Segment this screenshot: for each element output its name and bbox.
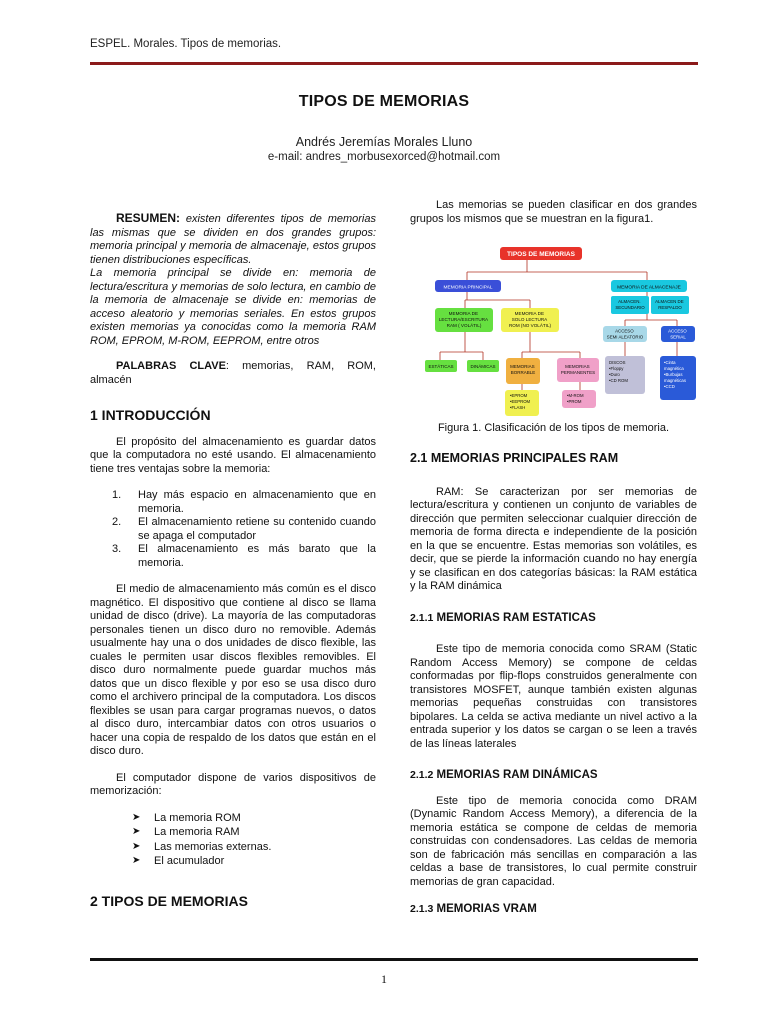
section-2-heading: 2 TIPOS DE MEMORIAS bbox=[90, 892, 248, 909]
section-2-1-1-heading bbox=[410, 612, 697, 626]
paper-title: TIPOS DE MEMORIAS bbox=[298, 93, 470, 110]
intro-paragraph-2: El medio de almacenamiento más común es el disco magnético. El dispositivo que contiene al disco se llama unidad de disco (drive). La mayoría de las computadoras personales tienen un disco duro no removible. Además usualmente hay una o dos unidades de disco flexible, las cuales le permiten usar discos flexibles removibles. El disco duro normalmente puede guardar muchos más datos que un disco flexible y por eso se usa disco duro como el archivero principal de la computadora. Los discos flexibles se usan para cargar programas nuevos, o datos al disco duro, intercambiar datos con otros usuarios o hacer una copia de respaldo de los datos que están en el disco duro. bbox=[90, 583, 376, 757]
intro-paragraph-3: El computador dispone de varios dispositivos de memorización: bbox=[90, 771, 376, 797]
diagram-text-cinta: •Cinta magnética •Burbujas magnéticas •CCD bbox=[664, 360, 686, 389]
intro-paragraph-1: El propósito del almacenamiento es guardar datos que la computadora no esté usando. El almacenamiento tiene tres ventajas sobre la memoria: bbox=[90, 435, 376, 475]
abstract-text-2: La memoria principal se divide en: memoria de lectura/escritura y memorias de solo lectura, en cambio de la memoria de almacenaje se divide en: memorias de acceso aleatorio y memorias seriales. En estos grupos existen memorias ya conocidas como la memoria RAM ROM, EPROM, M-ROM, EEPROM, entre otros bbox=[90, 267, 376, 347]
heading-number: 2.1.2 bbox=[410, 769, 434, 781]
abstract bbox=[90, 212, 376, 267]
diagram-text-acc-serial: ACCESO SERIAL bbox=[668, 328, 687, 340]
diagram-text-alm-resp: ALMACEN DE RESPALDO bbox=[655, 299, 684, 310]
list-text: La memoria RAM bbox=[154, 826, 240, 838]
memory-classification-diagram bbox=[425, 242, 700, 417]
abstract-text-1: existen diferentes tipos de memorias las mismas que se dividen en dos grandes grupos: memoria principal y memoria de almacenaje, estos grupos tienen distribuciones específicas. bbox=[90, 213, 376, 266]
diagram-label-almacenaje: MEMORIA DE ALMACENAJE bbox=[617, 285, 681, 291]
heading-text: MEMORIAS RAM DINÁMICAS bbox=[433, 769, 598, 781]
heading-text: MEMORIAS RAM ESTATICAS bbox=[433, 611, 596, 624]
dram-paragraph: Este tipo de memoria conocida como DRAM (Dynamic Random Access Memory), a diferencia de la memoria estática se compone de celdas de memoria construidas con condensadores. Las celdas de memoria son de fabricación más sencillas en comparación a las celdas a base de transistores, lo cual permite construir memorias de gran capacidad. bbox=[410, 794, 697, 888]
list-text: El acumulador bbox=[154, 855, 225, 867]
ram-paragraph: RAM: Se caracterizan por ser memorias de lectura/escritura y contienen un conjunto de variables de dirección que permiten seleccionar cualquier dirección de memoria de forma directa e independiente de la posición en la que se encuentre. Estas memorias son volátiles, es decir, que se pierde la información cuando no hay energía y se clasifican en dos categorías básicas: la RAM estática y la RAM dinámica bbox=[410, 485, 697, 592]
keywords-text: : memorias, RAM, ROM, almacén bbox=[90, 360, 376, 386]
keywords bbox=[90, 360, 376, 387]
top-rule bbox=[90, 62, 698, 65]
author-name: Andrés Jeremías Morales Lluno bbox=[295, 135, 473, 149]
diagram-text-alm-sec: ALMACEN. SECUNDARIO bbox=[615, 299, 645, 310]
sram-paragraph: Este tipo de memoria conocida como SRAM (Static Random Access Memory) se compone de celdas conformadas por flip-flops construidos generalmente con transistores MOSFET, aunque también existen algunas memorias pequeñas construidas con transistores bipolares. La celda se activa mediante un nivel activo a la entrada superior y los datos se cargan o se leen a través de las líneas laterales bbox=[410, 643, 697, 750]
diagram-label-estaticas: ESTÁTICAS bbox=[428, 364, 454, 369]
author-email: e-mail: andres_morbusexorced@hotmail.com bbox=[267, 151, 501, 163]
diagram-text-disco: DISCOS •Floppy •Duro •CD ROM bbox=[609, 360, 628, 383]
arrow-bullet-icon: ➤ bbox=[132, 811, 141, 823]
heading-text: MEMORIAS VRAM bbox=[433, 903, 537, 915]
list-text: La memoria ROM bbox=[154, 811, 241, 824]
heading-number: 2.1.3 bbox=[410, 903, 434, 915]
list-item bbox=[90, 840, 376, 855]
list-text: El almacenamiento es más barato que la memoria. bbox=[138, 543, 376, 569]
list-number: 2. bbox=[112, 516, 122, 528]
list-item bbox=[90, 543, 376, 570]
keywords-label: PALABRAS CLAVE bbox=[116, 360, 226, 372]
diagram-text-eprom: •EPROM •EEPROM •FLASH bbox=[510, 393, 531, 410]
list-number: 3. bbox=[112, 543, 122, 555]
diagram-text-lect-esc: MEMORIA DE LECTURA/ESCRITURA RAM ( VOLÁTIL) bbox=[438, 311, 488, 328]
list-item bbox=[90, 825, 376, 840]
section-2-1-heading: 2.1 MEMORIAS PRINCIPALES RAM bbox=[410, 451, 619, 465]
page-number: 1 bbox=[381, 972, 387, 986]
abstract-lead: RESUMEN: bbox=[116, 211, 181, 225]
running-head: ESPEL. Morales. Tipos de memorias. bbox=[90, 38, 282, 50]
diagram-text-permanentes: MEMORIAS PERMANENTES bbox=[560, 364, 596, 375]
arrow-bullet-icon: ➤ bbox=[132, 826, 141, 837]
left-column bbox=[90, 212, 376, 908]
right-column-top bbox=[410, 199, 697, 226]
heading-number: 2.1.1 bbox=[410, 611, 434, 624]
list-number: 1. bbox=[112, 489, 122, 501]
diagram-text-borrable: MEMORIAS BORRABLE bbox=[510, 364, 536, 375]
arrow-bullet-icon: ➤ bbox=[132, 855, 141, 866]
list-item bbox=[90, 489, 376, 516]
diagram-text-solo-lect: MEMORIA DE SOLO LECTURA ROM (NO VOLÁTIL) bbox=[508, 311, 552, 328]
right-column-bottom bbox=[410, 452, 697, 917]
section-2-1-2-heading bbox=[410, 769, 697, 783]
arrow-bullet-icon: ➤ bbox=[132, 840, 141, 852]
diagram-text-acc-aleat: ACCESO SEMI ALEATORIO bbox=[606, 328, 644, 340]
diagram-text-mrom: •M-ROM •PROM bbox=[567, 393, 584, 404]
list-item bbox=[90, 854, 376, 869]
diagram-label-dinamicas: DINÁMICAS bbox=[470, 364, 496, 369]
figure-caption: Figura 1. Clasificación de los tipos de memoria. bbox=[437, 422, 670, 434]
list-item bbox=[90, 516, 376, 543]
diagram-label-principal: MEMORIA PRINCIPAL bbox=[443, 285, 493, 291]
diagram-label-root: TIPOS DE MEMORIAS bbox=[507, 251, 575, 258]
section-1-heading: 1 INTRODUCCIÓN bbox=[90, 407, 211, 423]
section-2-1-3-heading bbox=[410, 903, 697, 917]
list-text: Hay más espacio en almacenamiento que en memoria. bbox=[138, 489, 376, 515]
devices-list bbox=[90, 811, 376, 869]
bottom-rule bbox=[90, 958, 698, 961]
list-text: El almacenamiento retiene su contenido cuando se apaga el computador bbox=[138, 516, 376, 542]
advantages-list bbox=[90, 489, 376, 570]
list-item bbox=[90, 811, 376, 826]
list-text: Las memorias externas. bbox=[154, 840, 272, 853]
classification-paragraph: Las memorias se pueden clasificar en dos grandes grupos los mismos que se muestran en la figura1. bbox=[410, 199, 697, 225]
